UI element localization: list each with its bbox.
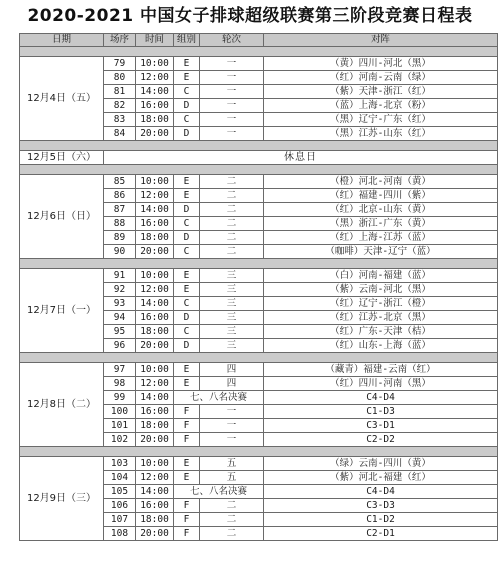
group-cell: D <box>174 339 200 353</box>
time-cell: 10:00 <box>136 57 174 71</box>
teams-cell: （绿）云南-四川（黄） <box>264 457 498 471</box>
teams-cell: C2-D1 <box>264 527 498 541</box>
table-row <box>20 175 498 189</box>
teams-cell: （白）河南-福建（蓝） <box>264 269 498 283</box>
teams-cell: C2-D2 <box>264 433 498 447</box>
round-cell: 三 <box>200 339 264 353</box>
group-cell: F <box>174 527 200 541</box>
time-cell: 18:00 <box>136 113 174 127</box>
time-cell: 10:00 <box>136 269 174 283</box>
time-cell: 18:00 <box>136 325 174 339</box>
time-cell: 14:00 <box>136 485 174 499</box>
table-row <box>20 457 498 471</box>
match-number-cell: 85 <box>104 175 136 189</box>
match-number-cell: 86 <box>104 189 136 203</box>
teams-cell: （橙）河北-河南（黄） <box>264 175 498 189</box>
table-row <box>20 363 498 377</box>
day-separator <box>20 141 498 151</box>
group-cell: D <box>174 127 200 141</box>
group-cell: C <box>174 217 200 231</box>
group-cell: E <box>174 283 200 297</box>
round-cell: 三 <box>200 325 264 339</box>
group-cell: D <box>174 99 200 113</box>
round-cell: 二 <box>200 513 264 527</box>
table-row <box>20 57 498 71</box>
day-separator <box>20 165 498 175</box>
group-cell: C <box>174 245 200 259</box>
match-number-cell: 100 <box>104 405 136 419</box>
group-cell: E <box>174 377 200 391</box>
date-cell: 12月5日（六） <box>20 151 104 165</box>
round-cell: 二 <box>200 231 264 245</box>
date-cell: 12月8日（二） <box>20 363 104 447</box>
teams-cell: （红）辽宁-浙江（橙） <box>264 297 498 311</box>
table-row <box>20 269 498 283</box>
teams-cell: （红）四川-河南（黑） <box>264 377 498 391</box>
teams-cell: （红）河南-云南（绿） <box>264 71 498 85</box>
teams-cell: （咖啡）天津-辽宁（蓝） <box>264 245 498 259</box>
match-number-cell: 96 <box>104 339 136 353</box>
match-number-cell: 102 <box>104 433 136 447</box>
group-cell: C <box>174 85 200 99</box>
round-cell: 四 <box>200 377 264 391</box>
round-cell: 五 <box>200 457 264 471</box>
group-cell: C <box>174 113 200 127</box>
group-cell: F <box>174 433 200 447</box>
time-cell: 10:00 <box>136 175 174 189</box>
round-cell: 二 <box>200 217 264 231</box>
teams-cell: （紫）云南-河北（黑） <box>264 283 498 297</box>
header-date: 日期 <box>20 34 104 47</box>
round-cell: 二 <box>200 175 264 189</box>
time-cell: 18:00 <box>136 419 174 433</box>
round-cell: 三 <box>200 283 264 297</box>
separator-cell <box>20 165 498 175</box>
match-number-cell: 104 <box>104 471 136 485</box>
teams-cell: （红）福建-四川（紫） <box>264 189 498 203</box>
header-match-no: 场序 <box>104 34 136 47</box>
match-number-cell: 103 <box>104 457 136 471</box>
match-number-cell: 95 <box>104 325 136 339</box>
time-cell: 16:00 <box>136 405 174 419</box>
date-cell: 12月9日（三） <box>20 457 104 541</box>
match-number-cell: 88 <box>104 217 136 231</box>
teams-cell: （黄）四川-河北（黑） <box>264 57 498 71</box>
schedule-body <box>20 34 498 541</box>
teams-cell: （黑）浙江-广东（黄） <box>264 217 498 231</box>
time-cell: 18:00 <box>136 231 174 245</box>
match-number-cell: 90 <box>104 245 136 259</box>
teams-cell: C4-D4 <box>264 391 498 405</box>
round-cell: 一 <box>200 85 264 99</box>
group-cell: E <box>174 189 200 203</box>
teams-cell: （藏青）福建-云南（红） <box>264 363 498 377</box>
match-number-cell: 83 <box>104 113 136 127</box>
time-cell: 12:00 <box>136 283 174 297</box>
group-cell: D <box>174 311 200 325</box>
time-cell: 16:00 <box>136 217 174 231</box>
group-cell: E <box>174 471 200 485</box>
round-cell: 二 <box>200 203 264 217</box>
page-bottom-edge <box>0 565 500 573</box>
header-group: 组别 <box>174 34 200 47</box>
round-cell: 二 <box>200 189 264 203</box>
match-number-cell: 82 <box>104 99 136 113</box>
round-cell: 七、八名决赛 <box>174 485 264 499</box>
time-cell: 14:00 <box>136 297 174 311</box>
match-number-cell: 101 <box>104 419 136 433</box>
group-cell: C <box>174 297 200 311</box>
separator-cell <box>20 259 498 269</box>
group-cell: E <box>174 57 200 71</box>
time-cell: 16:00 <box>136 99 174 113</box>
teams-cell: （红）北京-山东（黄） <box>264 203 498 217</box>
teams-cell: （红）江苏-北京（黑） <box>264 311 498 325</box>
group-cell: E <box>174 269 200 283</box>
day-separator <box>20 47 498 57</box>
match-number-cell: 97 <box>104 363 136 377</box>
group-cell: F <box>174 405 200 419</box>
match-number-cell: 91 <box>104 269 136 283</box>
teams-cell: C1-D3 <box>264 405 498 419</box>
round-cell: 二 <box>200 245 264 259</box>
time-cell: 12:00 <box>136 189 174 203</box>
time-cell: 20:00 <box>136 433 174 447</box>
match-number-cell: 99 <box>104 391 136 405</box>
match-number-cell: 98 <box>104 377 136 391</box>
schedule-table <box>19 33 498 541</box>
round-cell: 三 <box>200 297 264 311</box>
teams-cell: C3-D3 <box>264 499 498 513</box>
time-cell: 14:00 <box>136 85 174 99</box>
teams-cell: （黑）江苏-山东（红） <box>264 127 498 141</box>
day-separator <box>20 353 498 363</box>
group-cell: E <box>174 457 200 471</box>
time-cell: 12:00 <box>136 377 174 391</box>
time-cell: 10:00 <box>136 457 174 471</box>
teams-cell: （红）山东-上海（蓝） <box>264 339 498 353</box>
day-separator <box>20 447 498 457</box>
round-cell: 五 <box>200 471 264 485</box>
match-number-cell: 94 <box>104 311 136 325</box>
round-cell: 二 <box>200 527 264 541</box>
match-number-cell: 84 <box>104 127 136 141</box>
teams-cell: （红）广东-天津（桔） <box>264 325 498 339</box>
round-cell: 一 <box>200 99 264 113</box>
round-cell: 七、八名决赛 <box>174 391 264 405</box>
match-number-cell: 108 <box>104 527 136 541</box>
match-number-cell: 79 <box>104 57 136 71</box>
separator-cell <box>20 353 498 363</box>
round-cell: 一 <box>200 405 264 419</box>
time-cell: 12:00 <box>136 471 174 485</box>
page-title: 2020-2021 中国女子排球超级联赛第三阶段竞赛日程表 <box>27 6 473 26</box>
time-cell: 14:00 <box>136 391 174 405</box>
header-time: 时间 <box>136 34 174 47</box>
group-cell: E <box>174 71 200 85</box>
group-cell: D <box>174 203 200 217</box>
teams-cell: （紫）天津-浙江（红） <box>264 85 498 99</box>
group-cell: E <box>174 363 200 377</box>
match-number-cell: 92 <box>104 283 136 297</box>
header-round: 轮次 <box>200 34 264 47</box>
time-cell: 20:00 <box>136 527 174 541</box>
teams-cell: C4-D4 <box>264 485 498 499</box>
match-number-cell: 105 <box>104 485 136 499</box>
separator-cell <box>20 141 498 151</box>
group-cell: F <box>174 419 200 433</box>
match-number-cell: 80 <box>104 71 136 85</box>
table-header-row <box>20 34 498 47</box>
teams-cell: C3-D1 <box>264 419 498 433</box>
time-cell: 10:00 <box>136 363 174 377</box>
table-row <box>20 151 498 165</box>
group-cell: D <box>174 231 200 245</box>
teams-cell: （红）上海-江苏（蓝） <box>264 231 498 245</box>
round-cell: 一 <box>200 127 264 141</box>
time-cell: 20:00 <box>136 127 174 141</box>
match-number-cell: 87 <box>104 203 136 217</box>
group-cell: E <box>174 175 200 189</box>
time-cell: 16:00 <box>136 311 174 325</box>
match-number-cell: 89 <box>104 231 136 245</box>
match-number-cell: 81 <box>104 85 136 99</box>
time-cell: 16:00 <box>136 499 174 513</box>
separator-cell <box>20 447 498 457</box>
day-separator <box>20 259 498 269</box>
time-cell: 18:00 <box>136 513 174 527</box>
time-cell: 20:00 <box>136 245 174 259</box>
header-teams: 对阵 <box>264 34 498 47</box>
date-cell: 12月4日（五） <box>20 57 104 141</box>
match-number-cell: 107 <box>104 513 136 527</box>
match-number-cell: 93 <box>104 297 136 311</box>
time-cell: 14:00 <box>136 203 174 217</box>
group-cell: F <box>174 499 200 513</box>
date-cell: 12月7日（一） <box>20 269 104 353</box>
date-cell: 12月6日（日） <box>20 175 104 259</box>
round-cell: 三 <box>200 269 264 283</box>
time-cell: 20:00 <box>136 339 174 353</box>
teams-cell: C1-D2 <box>264 513 498 527</box>
round-cell: 一 <box>200 113 264 127</box>
round-cell: 二 <box>200 499 264 513</box>
match-number-cell: 106 <box>104 499 136 513</box>
round-cell: 四 <box>200 363 264 377</box>
teams-cell: （蓝）上海-北京（粉） <box>264 99 498 113</box>
teams-cell: （紫）河北-福建（红） <box>264 471 498 485</box>
round-cell: 三 <box>200 311 264 325</box>
round-cell: 一 <box>200 433 264 447</box>
round-cell: 一 <box>200 419 264 433</box>
time-cell: 12:00 <box>136 71 174 85</box>
group-cell: F <box>174 513 200 527</box>
group-cell: C <box>174 325 200 339</box>
rest-day-cell: 休息日 <box>104 151 498 165</box>
round-cell: 一 <box>200 57 264 71</box>
round-cell: 一 <box>200 71 264 85</box>
separator-cell <box>20 47 498 57</box>
teams-cell: （黑）辽宁-广东（红） <box>264 113 498 127</box>
